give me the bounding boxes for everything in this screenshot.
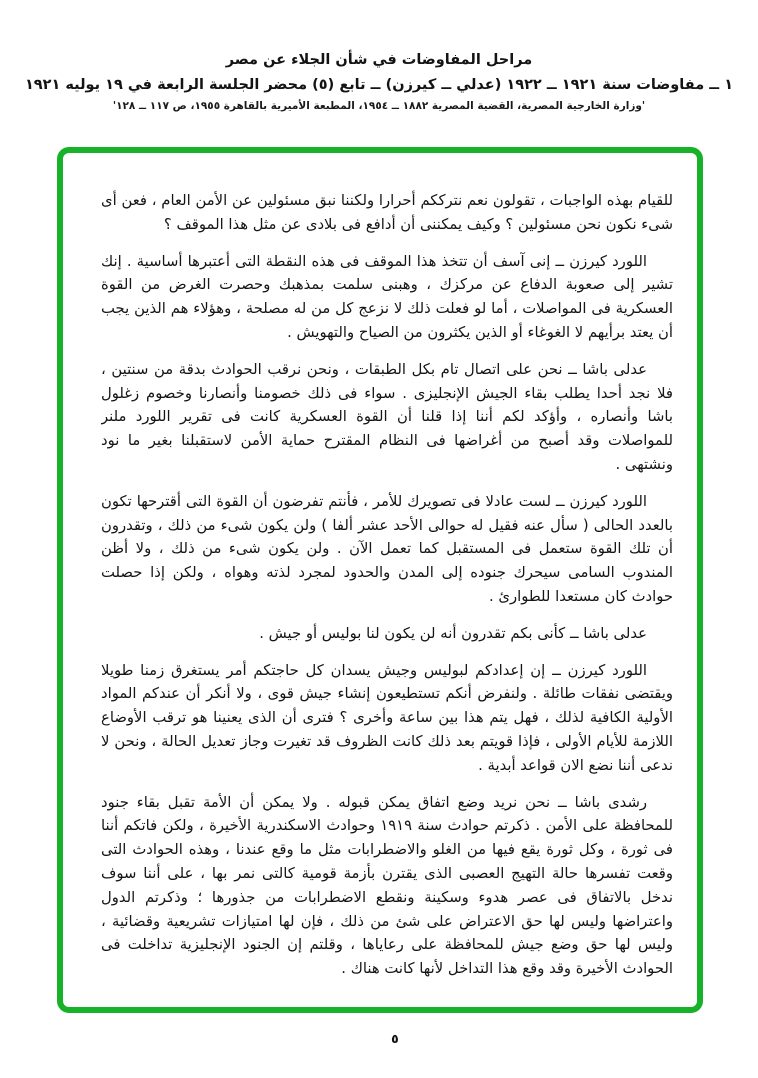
speaker-name: اللورد كيرزن ــ [555, 492, 647, 510]
dialogue-paragraph-adly-1 [101, 358, 673, 477]
dialogue-paragraph-continuation [101, 189, 673, 237]
dialogue-paragraph-curzon-3 [101, 659, 673, 778]
paragraph-text: نحن نريد وضع اتفاق يمكن قبوله . ولا يمكن أن الأمة تقبل بقاء جنود للمحافظة على الأمن . ذكرتم حوادث سنة ١٩١٩ وحوادث الاسكندرية الأخيرة ، ولكن فاتكم أننا فى ثورة ، وكل ثورة يقع فيها من الغلو والاضطرابات مثل ما وقع عندنا ، وهذه الحوادث التى وقعت تفسرها حالة التهيج العصبى الذى يقترن بأزمة قومية كالتى نمر بها ، على أننا سوف ندخل بالاتفاق فى عصر هدوء وسكينة ونقطع الاضطرابات من جذورها ؛ وذكرتم الدول واعتراضها وليس لها حق الاعتراض على شئ من ذلك ، فإن لها امتيازات تشريعية وقضائية ، وليس لها حق وضع جيش للمحافظة على رعاياها ، وقلتم إن الجنود الإنجليزية تداخلت فى الحوادث الأخيرة وقد وقع هذا التداخل لأنها كانت هناك . [101, 793, 673, 978]
highlight-border-box [57, 147, 703, 1013]
source-citation: 'وزارة الخارجية المصرية، القضية المصرية ١٨٨٢ ــ ١٩٥٤، المطبعة الأميرية بالقاهرة ١٩٥٥، ص ١١٧ ــ ١٢٨' [112, 100, 646, 112]
dialogue-paragraph-curzon-1 [101, 250, 673, 345]
speaker-name: عدلى باشا ــ [569, 624, 647, 642]
paragraph-text: لست عادلا فى تصويرك للأمر ، فأنتم تفرضون أن القوة التى أقترحها تكون بالعدد الحالى ( سأل عنه فقيل له حوالى الأحد عشر ألفا ) ولن يكون شىء من ذلك ، وتقدرون أن تلك القوة ستعمل فى المستقبل كما تعمل الآن . ولن يكون شىء من ذلك ، ولا أظن المندوب السامى سيحرك جنوده إلى المدن والحدود لمجرد لذته وهواه ، ولكن إذا حصلت حوادث كان مستعدا للطوارئ . [101, 492, 673, 605]
dialogue-paragraph-curzon-2 [101, 490, 673, 609]
dialogue-body [101, 189, 673, 997]
paragraph-text: إنى آسف أن تتخذ هذا الموقف فى هذه النقطة التى أعتبرها أساسية . إنك تشير إلى صعوبة الدفاع عن مركزك ، وهبنى سلمت بمذهبك وحصرت الغرض من القوة العسكرية فى المواصلات ، أما لو فعلت ذلك لا نزعج كل من له مصلحة ، وهؤلاء هم الذين يجب أن يعتد برأيهم لا الغوغاء أو الذين يكثرون من الصياح والتهويش . [101, 252, 673, 341]
speaker-name: اللورد كيرزن ــ [552, 661, 647, 679]
page-header [0, 52, 758, 112]
paragraph-text: للقيام بهذه الواجبات ، تقولون نعم نترككم أحرارا ولكننا نبق مسئولين عن الأمن العام ، فعن أى شىء نكون نحن مسئولين ؟ وكيف يمكننى أن أدافع فى بلادى عن مثل هذا الموقف ؟ [101, 192, 673, 233]
speaker-name: رشدى باشا ــ [558, 793, 647, 811]
dialogue-paragraph-rushdi-1 [101, 791, 673, 981]
speaker-name: عدلى باشا ــ [568, 360, 647, 378]
paragraph-text: إن إعدادكم لبوليس وجيش يسدان كل حاجتكم أمر يستغرق زمنا طويلا ويقتضى نفقات طائلة . ولنفرض أنكم تستطيعون إنشاء جيش قوى ، ولا أنكر أن عندكم المواد الأولية الكافية لذلك ، فهل يتم هذا بين ساعة وأخرى ؟ فترى أن الذى يعنينا هو ترقب الأوضاع اللازمة للأيام الأولى ، فإذا قويتم بعد ذلك كانت الظروف قد تغيرت وجاز تعديل الحالة ، ونحن لا ندعى أننا نضع الان قواعد أبدية . [101, 661, 673, 774]
speaker-name: اللورد كيرزن ــ [555, 252, 647, 270]
document-subtitle: ١ ــ مفاوضات سنة ١٩٢١ ــ ١٩٢٢ (عدلي ــ كيرزن) ــ تابع (٥) محضر الجلسة الرابعة في ١٩ يوليه ١٩٢١ [24, 77, 734, 93]
paragraph-text: نحن على اتصال تام بكل الطبقات ، ونحن نرقب الحوادث بدقة من سنتين ، فلا نجد أحدا يطلب بقاء الجيش الإنجليزى . سواء فى ذلك خصومنا وأنصارنا وخصوم زغلول باشا وأنصاره ، وأؤكد لكم أننا إذا قلنا أن القوة العسكرية كانت فى تقرير اللورد ملنر للمواصلات وقد أصبح من أغراضها فى النظام المقترح حماية الأمن لاستقبلنا بغير ما نود ونشتهى . [101, 360, 673, 473]
paragraph-text: كأنى بكم تقدرون أنه لن يكون لنا بوليس أو جيش . [259, 624, 566, 642]
document-title: مراحل المفاوضات في شأن الجلاء عن مصر [225, 52, 533, 68]
page-number: ٥ [391, 1031, 399, 1046]
dialogue-paragraph-adly-2 [101, 622, 673, 646]
